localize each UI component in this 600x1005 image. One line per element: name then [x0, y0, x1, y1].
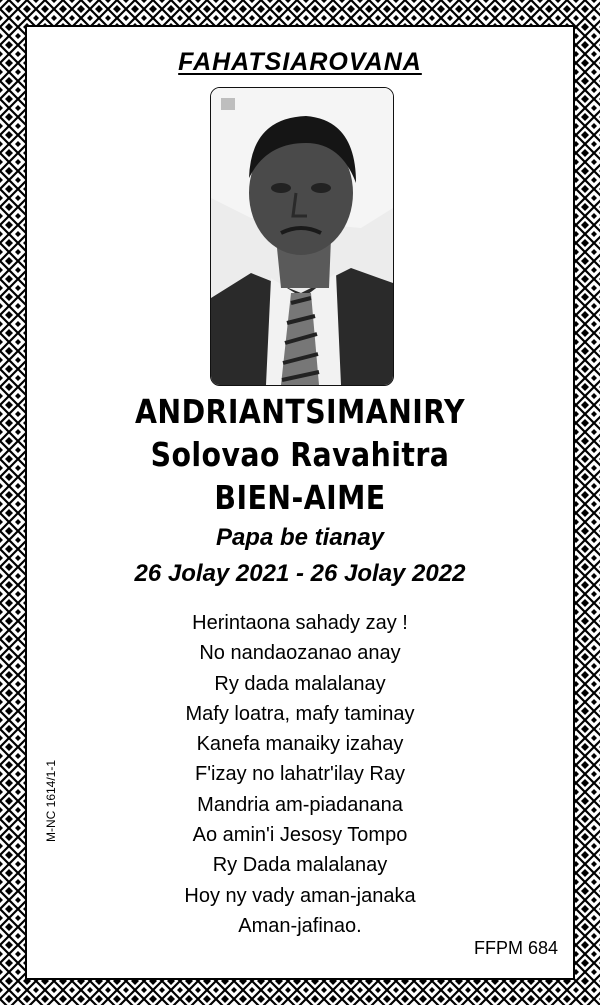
side-reference: M-NC 1614/1-1	[44, 759, 58, 842]
footer-code: FFPM 684	[473, 938, 558, 958]
poem-line: Mafy loatra, mafy taminay	[185, 702, 415, 725]
poem-line: Hoy ny vady aman-janaka	[184, 884, 416, 907]
poem-line: F'izay no lahatr'ilay Ray	[195, 763, 405, 786]
memorial-dates: 26 Jolay 2021 - 26 Jolay 2022	[134, 560, 466, 587]
poem-line: Mandria am-piadanana	[197, 793, 403, 816]
deceased-surname: ANDRIANTSIMANIRY	[134, 392, 465, 431]
portrait-photo	[210, 87, 394, 386]
poem	[30, 608, 570, 941]
notice-heading: FAHATSIAROVANA	[178, 48, 422, 76]
deceased-given-names: Solovao Ravahitra	[150, 435, 450, 474]
poem-line: Herintaona sahady zay !	[192, 612, 408, 634]
relation-label: Papa be tianay	[215, 524, 385, 551]
poem-line: Ao amin'i Jesosy Tompo	[192, 824, 408, 847]
deceased-nickname: BIEN-AIME	[214, 478, 386, 517]
poem-line: No nandaozanao anay	[199, 642, 401, 665]
poem-line: Ry dada malalanay	[214, 672, 386, 695]
poem-line: Ry Dada malalanay	[212, 854, 388, 877]
poem-line: Kanefa manaiky izahay	[196, 733, 404, 756]
poem-line: Aman-jafinao.	[238, 914, 362, 937]
notice-body	[30, 30, 570, 975]
